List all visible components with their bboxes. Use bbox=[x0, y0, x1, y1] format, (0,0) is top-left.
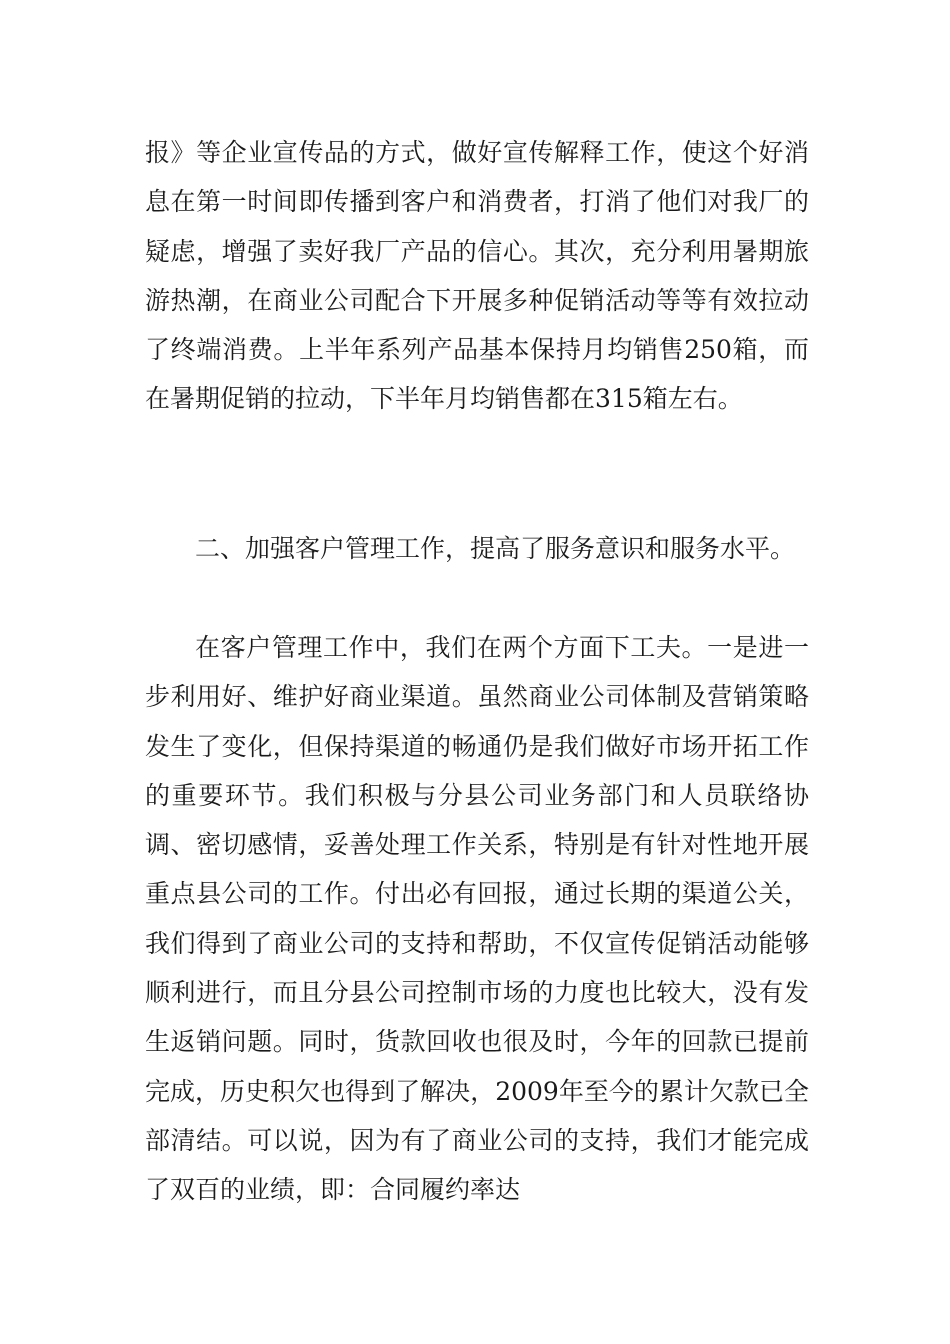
section-heading: 二、加强客户管理工作，提高了服务意识和服务水平。 bbox=[195, 534, 796, 563]
body-paragraph: 报》等企业宣传品的方式，做好宣传解释工作，使这个好消息在第一时间即传播到客户和消费者，打消了他们对我厂的疑虑，增强了卖好我厂产品的信心。其次，充分利用暑期旅游热潮，在商业公司配合下开展多种促销活动等等有效拉动了终端消费。上半年系列产品基本保持月均销售250箱，而在暑期促销的拉动，下半年月均销售都在315箱左右。 bbox=[145, 138, 809, 414]
body-paragraph: 在客户管理工作中，我们在两个方面下工夫。一是进一步利用好、维护好商业渠道。虽然商业公司体制及营销策略发生了变化，但保持渠道的畅通仍是我们做好市场开拓工作的重要环节。我们积极与分县公司业务部门和人员联络协调、密切感情，妥善处理工作关系，特别是有针对性地开展重点县公司的工作。付出必有回报，通过长期的渠道公关，我们得到了商业公司的支持和帮助，不仅宣传促销活动能够顺利进行，而且分县公司控制市场的力度也比较大，没有发生返销问题。同时，货款回收也很及时，今年的回款已提前完成，历史积欠也得到了解决，2009年至今的累计欠款已全部清结。可以说，因为有了商业公司的支持，我们才能完成了双百的业绩，即：合同履约率达 bbox=[145, 633, 809, 1205]
